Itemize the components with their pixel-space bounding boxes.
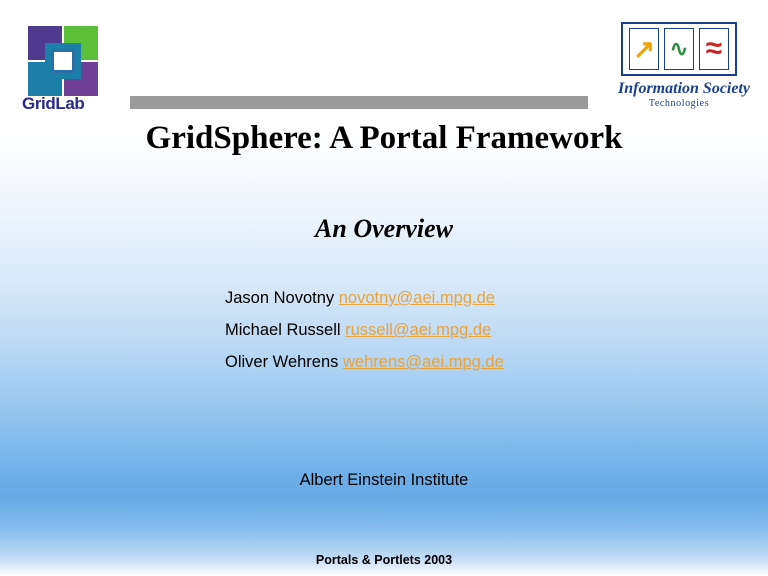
institute-label: Albert Einstein Institute bbox=[299, 471, 469, 489]
gridlab-inner-outline bbox=[51, 49, 75, 73]
author-list bbox=[225, 289, 504, 385]
information-society-subtitle: Technologies bbox=[648, 98, 710, 109]
author-email-link[interactable]: russell@aei.mpg.de bbox=[345, 321, 492, 339]
information-society-logo bbox=[618, 22, 751, 109]
author-email-link[interactable]: novotny@aei.mpg.de bbox=[338, 289, 495, 307]
author-name: Oliver Wehrens bbox=[225, 353, 339, 371]
information-society-title: Information Society bbox=[618, 80, 751, 97]
author-email-link[interactable]: wehrens@aei.mpg.de bbox=[343, 353, 504, 371]
author-name: Michael Russell bbox=[225, 321, 341, 339]
divider-bar bbox=[130, 96, 588, 109]
slide-title: GridSphere: A Portal Framework bbox=[145, 120, 623, 156]
slide-subtitle: An Overview bbox=[315, 214, 453, 243]
information-society-emblem bbox=[621, 22, 737, 76]
wave-icon: ∿ bbox=[664, 28, 694, 70]
list-item bbox=[225, 321, 504, 340]
list-item bbox=[225, 353, 504, 372]
author-name: Jason Novotny bbox=[225, 289, 335, 307]
gridlab-wordmark: GridLab bbox=[22, 94, 85, 113]
arrow-icon: ↗ bbox=[629, 28, 659, 70]
tilde-icon: ≈ bbox=[699, 28, 729, 70]
slide-footer: Portals & Portlets 2003 bbox=[315, 553, 453, 567]
list-item bbox=[225, 289, 504, 308]
